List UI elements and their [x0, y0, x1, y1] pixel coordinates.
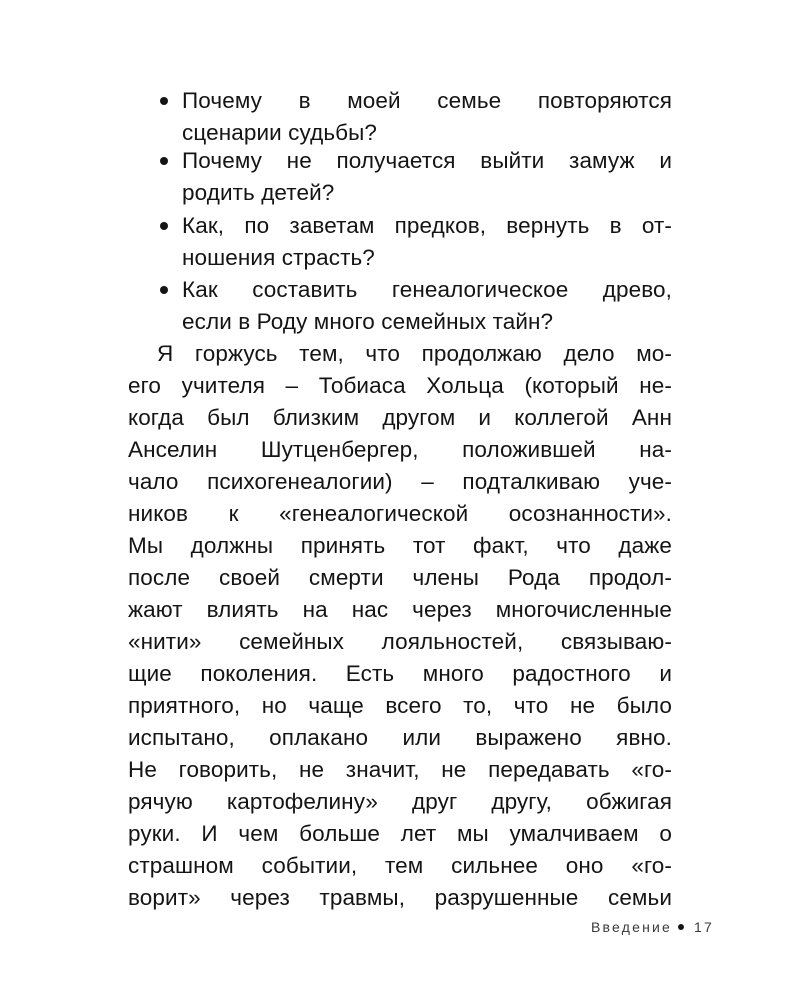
paragraph-line: когда был близким другом и коллегой Анн	[128, 405, 672, 430]
paragraph-line: испытано, оплакано или выражено явно.	[128, 725, 672, 750]
paragraph-line: Анселин Шутценбергер, положившей на-	[128, 437, 672, 462]
paragraph-line: ворит» через травмы, разрушенные семьи	[128, 885, 672, 910]
bullet-1-line-2: сценарии судьбы?	[182, 120, 378, 145]
paragraph-line: чало психогенеалогии) – подталкиваю уче-	[128, 469, 672, 494]
paragraph-line: после своей смерти члены Рода продол-	[128, 565, 672, 590]
bullet-4-line-2: если в Роду много семейных тайн?	[182, 309, 554, 334]
paragraph-line: Я горжусь тем, что продолжаю дело мо-	[157, 341, 672, 366]
bullet-2-line-1: Почему не получается выйти замуж и	[182, 148, 672, 173]
paragraph-line: ников к «генеалогической осознанности».	[128, 501, 672, 526]
paragraph-line: страшном событии, тем сильнее оно «го-	[128, 853, 672, 878]
paragraph-line: руки. И чем больше лет мы умалчиваем о	[128, 821, 672, 846]
paragraph-line: рячую картофелину» друг другу, обжигая	[128, 789, 672, 814]
bullet-4-line-1: Как составить генеалогическое древо,	[182, 277, 672, 302]
paragraph-line: жают влиять на нас через многочисленные	[128, 597, 672, 622]
paragraph-line: Не говорить, не значит, не передавать «го-	[128, 757, 672, 782]
bullet-dot-icon	[160, 222, 168, 230]
paragraph-line: приятного, но чаще всего то, что не было	[128, 693, 672, 718]
paragraph-line: Мы должны принять тот факт, что даже	[128, 533, 672, 558]
bullet-1-line-1: Почему в моей семье повторяются	[182, 88, 672, 113]
paragraph-line: щие поколения. Есть много радостного и	[128, 661, 672, 686]
paragraph-line: «нити» семейных лояльностей, связываю-	[128, 629, 672, 654]
bullet-dot-icon	[160, 97, 168, 105]
bullet-dot-icon	[160, 157, 168, 165]
page-footer	[591, 915, 714, 939]
paragraph-line: его учителя – Тобиаса Хольца (который не-	[128, 373, 672, 398]
footer-bullet-icon	[678, 924, 684, 930]
bullet-3-line-1: Как, по заветам предков, вернуть в от-	[182, 213, 672, 238]
bullet-2-line-2: родить детей?	[182, 180, 335, 205]
page-number: 17	[694, 919, 714, 935]
running-section-title: Введение	[591, 919, 673, 935]
bullet-3-line-2: ношения страсть?	[182, 245, 375, 270]
bullet-dot-icon	[160, 286, 168, 294]
